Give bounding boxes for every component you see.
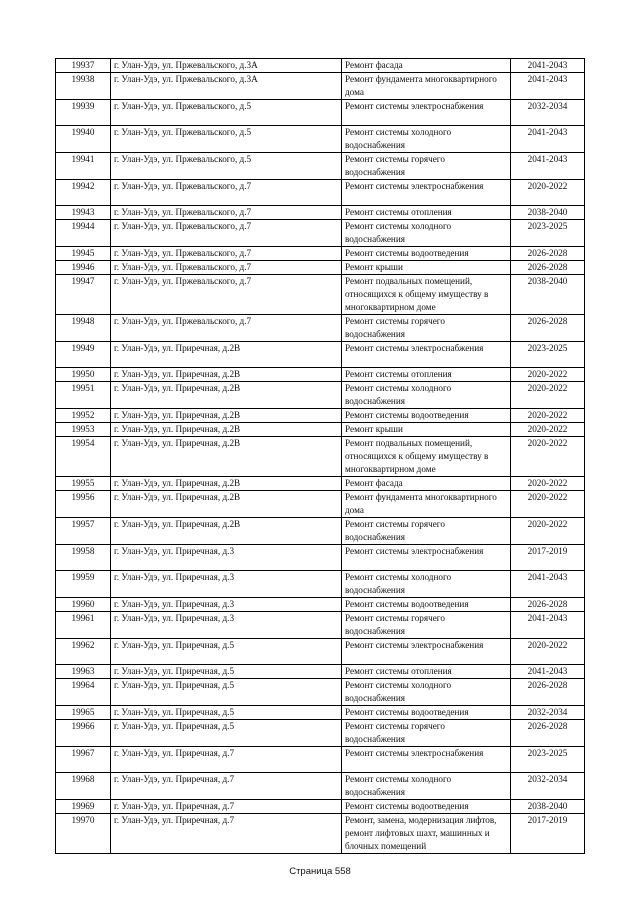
period-cell: 2020-2022 [511,639,585,665]
period-cell: 2023-2025 [511,342,585,368]
period-cell: 2020-2022 [511,437,585,477]
row-id-cell: 19943 [56,206,111,220]
row-id-cell: 19969 [56,800,111,814]
table-row [56,800,585,814]
address-cell: г. Улан-Удэ, ул. Приречная, д.3 [111,571,342,598]
period-cell: 2020-2022 [511,409,585,423]
table-row [56,477,585,491]
period-cell: 2041-2043 [511,126,585,153]
row-id-cell: 19938 [56,73,111,100]
period-cell: 2017-2019 [511,814,585,854]
row-id-cell: 19963 [56,665,111,679]
row-id-cell: 19961 [56,612,111,639]
table-row [56,639,585,665]
address-cell: г. Улан-Удэ, ул. Пржевальского, д.7 [111,261,342,275]
table-row [56,206,585,220]
address-cell: г. Улан-Удэ, ул. Приречная, д.2В [111,518,342,545]
period-cell: 2041-2043 [511,612,585,639]
work-type-cell: Ремонт системы холодного водоснабжения [342,679,511,706]
table-row [56,612,585,639]
row-id-cell: 19947 [56,275,111,315]
work-type-cell: Ремонт системы отопления [342,206,511,220]
table-row [56,706,585,720]
period-cell: 2038-2040 [511,206,585,220]
row-id-cell: 19970 [56,814,111,854]
row-id-cell: 19951 [56,382,111,409]
row-id-cell: 19954 [56,437,111,477]
period-cell: 2026-2028 [511,315,585,342]
work-type-cell: Ремонт системы отопления [342,665,511,679]
period-cell: 2032-2034 [511,773,585,800]
work-type-cell: Ремонт подвальных помещений, относящихся к общему имуществу в многоквартирном доме [342,275,511,315]
work-type-cell: Ремонт системы электроснабжения [342,747,511,773]
table-row [56,598,585,612]
period-cell: 2041-2043 [511,59,585,73]
row-id-cell: 19937 [56,59,111,73]
row-id-cell: 19944 [56,220,111,247]
row-id-cell: 19962 [56,639,111,665]
work-type-cell: Ремонт системы горячего водоснабжения [342,612,511,639]
work-type-cell: Ремонт системы водоотведения [342,800,511,814]
address-cell: г. Улан-Удэ, ул. Приречная, д.2В [111,382,342,409]
row-id-cell: 19950 [56,368,111,382]
table-row [56,342,585,368]
address-cell: г. Улан-Удэ, ул. Приречная, д.2В [111,342,342,368]
table-row [56,220,585,247]
address-cell: г. Улан-Удэ, ул. Приречная, д.7 [111,747,342,773]
work-type-cell: Ремонт системы холодного водоснабжения [342,382,511,409]
period-cell: 2026-2028 [511,247,585,261]
table-row [56,665,585,679]
work-type-cell: Ремонт системы электроснабжения [342,180,511,206]
period-cell: 2023-2025 [511,220,585,247]
table-row [56,773,585,800]
table-row [56,126,585,153]
work-type-cell: Ремонт системы холодного водоснабжения [342,220,511,247]
table-row [56,423,585,437]
address-cell: г. Улан-Удэ, ул. Пржевальского, д.7 [111,275,342,315]
work-type-cell: Ремонт системы горячего водоснабжения [342,315,511,342]
table-row [56,545,585,571]
period-cell: 2020-2022 [511,518,585,545]
address-cell: г. Улан-Удэ, ул. Приречная, д.5 [111,665,342,679]
row-id-cell: 19946 [56,261,111,275]
address-cell: г. Улан-Удэ, ул. Приречная, д.2В [111,368,342,382]
work-type-cell: Ремонт крыши [342,423,511,437]
address-cell: г. Улан-Удэ, ул. Пржевальского, д.7 [111,247,342,261]
table-row [56,180,585,206]
address-cell: г. Улан-Удэ, ул. Пржевальского, д.5 [111,126,342,153]
work-type-cell: Ремонт системы холодного водоснабжения [342,126,511,153]
address-cell: г. Улан-Удэ, ул. Приречная, д.7 [111,814,342,854]
table-row [56,679,585,706]
period-cell: 2026-2028 [511,679,585,706]
row-id-cell: 19955 [56,477,111,491]
work-type-cell: Ремонт системы горячего водоснабжения [342,153,511,180]
row-id-cell: 19941 [56,153,111,180]
work-type-cell: Ремонт фундамента многоквартирного дома [342,491,511,518]
row-id-cell: 19945 [56,247,111,261]
work-type-cell: Ремонт системы электроснабжения [342,342,511,368]
table-row [56,720,585,747]
table-row [56,747,585,773]
work-type-cell: Ремонт системы отопления [342,368,511,382]
period-cell: 2020-2022 [511,180,585,206]
row-id-cell: 19948 [56,315,111,342]
address-cell: г. Улан-Удэ, ул. Приречная, д.7 [111,800,342,814]
table-row [56,100,585,126]
table-row [56,153,585,180]
period-cell: 2032-2034 [511,706,585,720]
work-type-cell: Ремонт системы водоотведения [342,409,511,423]
row-id-cell: 19957 [56,518,111,545]
period-cell: 2041-2043 [511,73,585,100]
row-id-cell: 19949 [56,342,111,368]
address-cell: г. Улан-Удэ, ул. Приречная, д.5 [111,639,342,665]
address-cell: г. Улан-Удэ, ул. Приречная, д.3 [111,545,342,571]
row-id-cell: 19942 [56,180,111,206]
table-row [56,275,585,315]
table-row [56,59,585,73]
address-cell: г. Улан-Удэ, ул. Приречная, д.5 [111,720,342,747]
work-type-cell: Ремонт подвальных помещений, относящихся к общему имуществу в многоквартирном доме [342,437,511,477]
period-cell: 2026-2028 [511,720,585,747]
work-type-cell: Ремонт системы электроснабжения [342,100,511,126]
period-cell: 2020-2022 [511,423,585,437]
address-cell: г. Улан-Удэ, ул. Приречная, д.2В [111,477,342,491]
period-cell: 2020-2022 [511,491,585,518]
table-row [56,73,585,100]
row-id-cell: 19968 [56,773,111,800]
row-id-cell: 19939 [56,100,111,126]
work-type-cell: Ремонт фасада [342,59,511,73]
table-row [56,261,585,275]
address-cell: г. Улан-Удэ, ул. Приречная, д.2В [111,491,342,518]
row-id-cell: 19953 [56,423,111,437]
row-id-cell: 19940 [56,126,111,153]
period-cell: 2026-2028 [511,598,585,612]
period-cell: 2038-2040 [511,800,585,814]
period-cell: 2020-2022 [511,477,585,491]
work-type-cell: Ремонт крыши [342,261,511,275]
address-cell: г. Улан-Удэ, ул. Пржевальского, д.5 [111,100,342,126]
address-cell: г. Улан-Удэ, ул. Приречная, д.3 [111,612,342,639]
row-id-cell: 19966 [56,720,111,747]
work-type-cell: Ремонт системы горячего водоснабжения [342,518,511,545]
work-type-cell: Ремонт системы водоотведения [342,247,511,261]
period-cell: 2017-2019 [511,545,585,571]
period-cell: 2023-2025 [511,747,585,773]
address-cell: г. Улан-Удэ, ул. Приречная, д.3 [111,598,342,612]
address-cell: г. Улан-Удэ, ул. Приречная, д.2В [111,423,342,437]
row-id-cell: 19956 [56,491,111,518]
work-type-cell: Ремонт системы холодного водоснабжения [342,773,511,800]
address-cell: г. Улан-Удэ, ул. Пржевальского, д.7 [111,180,342,206]
period-cell: 2038-2040 [511,275,585,315]
address-cell: г. Улан-Удэ, ул. Пржевальского, д.3А [111,73,342,100]
address-cell: г. Улан-Удэ, ул. Приречная, д.2В [111,437,342,477]
table-body [56,59,585,854]
table-row [56,437,585,477]
table-row [56,409,585,423]
address-cell: г. Улан-Удэ, ул. Приречная, д.2В [111,409,342,423]
row-id-cell: 19967 [56,747,111,773]
table-row [56,368,585,382]
work-type-cell: Ремонт фасада [342,477,511,491]
table-row [56,382,585,409]
period-cell: 2041-2043 [511,665,585,679]
work-type-cell: Ремонт системы водоотведения [342,706,511,720]
address-cell: г. Улан-Удэ, ул. Пржевальского, д.5 [111,153,342,180]
address-cell: г. Улан-Удэ, ул. Приречная, д.5 [111,679,342,706]
period-cell: 2041-2043 [511,571,585,598]
row-id-cell: 19960 [56,598,111,612]
work-type-cell: Ремонт системы электроснабжения [342,545,511,571]
address-cell: г. Улан-Удэ, ул. Пржевальского, д.7 [111,315,342,342]
address-cell: г. Улан-Удэ, ул. Пржевальского, д.3А [111,59,342,73]
table-row [56,315,585,342]
address-cell: г. Улан-Удэ, ул. Пржевальского, д.7 [111,220,342,247]
table-row [56,571,585,598]
work-type-cell: Ремонт фундамента многоквартирного дома [342,73,511,100]
page-number: Страница 558 [289,866,351,877]
period-cell: 2032-2034 [511,100,585,126]
period-cell: 2041-2043 [511,153,585,180]
table-row [56,491,585,518]
work-type-cell: Ремонт системы электроснабжения [342,639,511,665]
period-cell: 2020-2022 [511,382,585,409]
table-row [56,247,585,261]
row-id-cell: 19958 [56,545,111,571]
row-id-cell: 19952 [56,409,111,423]
work-type-cell: Ремонт системы горячего водоснабжения [342,720,511,747]
address-cell: г. Улан-Удэ, ул. Приречная, д.5 [111,706,342,720]
work-type-cell: Ремонт, замена, модернизация лифтов, ремонт лифтовых шахт, машинных и блочных помещений [342,814,511,854]
period-cell: 2020-2022 [511,368,585,382]
table-row [56,518,585,545]
repair-schedule-table [55,58,585,854]
address-cell: г. Улан-Удэ, ул. Приречная, д.7 [111,773,342,800]
row-id-cell: 19964 [56,679,111,706]
work-type-cell: Ремонт системы водоотведения [342,598,511,612]
period-cell: 2026-2028 [511,261,585,275]
work-type-cell: Ремонт системы холодного водоснабжения [342,571,511,598]
address-cell: г. Улан-Удэ, ул. Пржевальского, д.7 [111,206,342,220]
row-id-cell: 19965 [56,706,111,720]
table-row [56,814,585,854]
row-id-cell: 19959 [56,571,111,598]
